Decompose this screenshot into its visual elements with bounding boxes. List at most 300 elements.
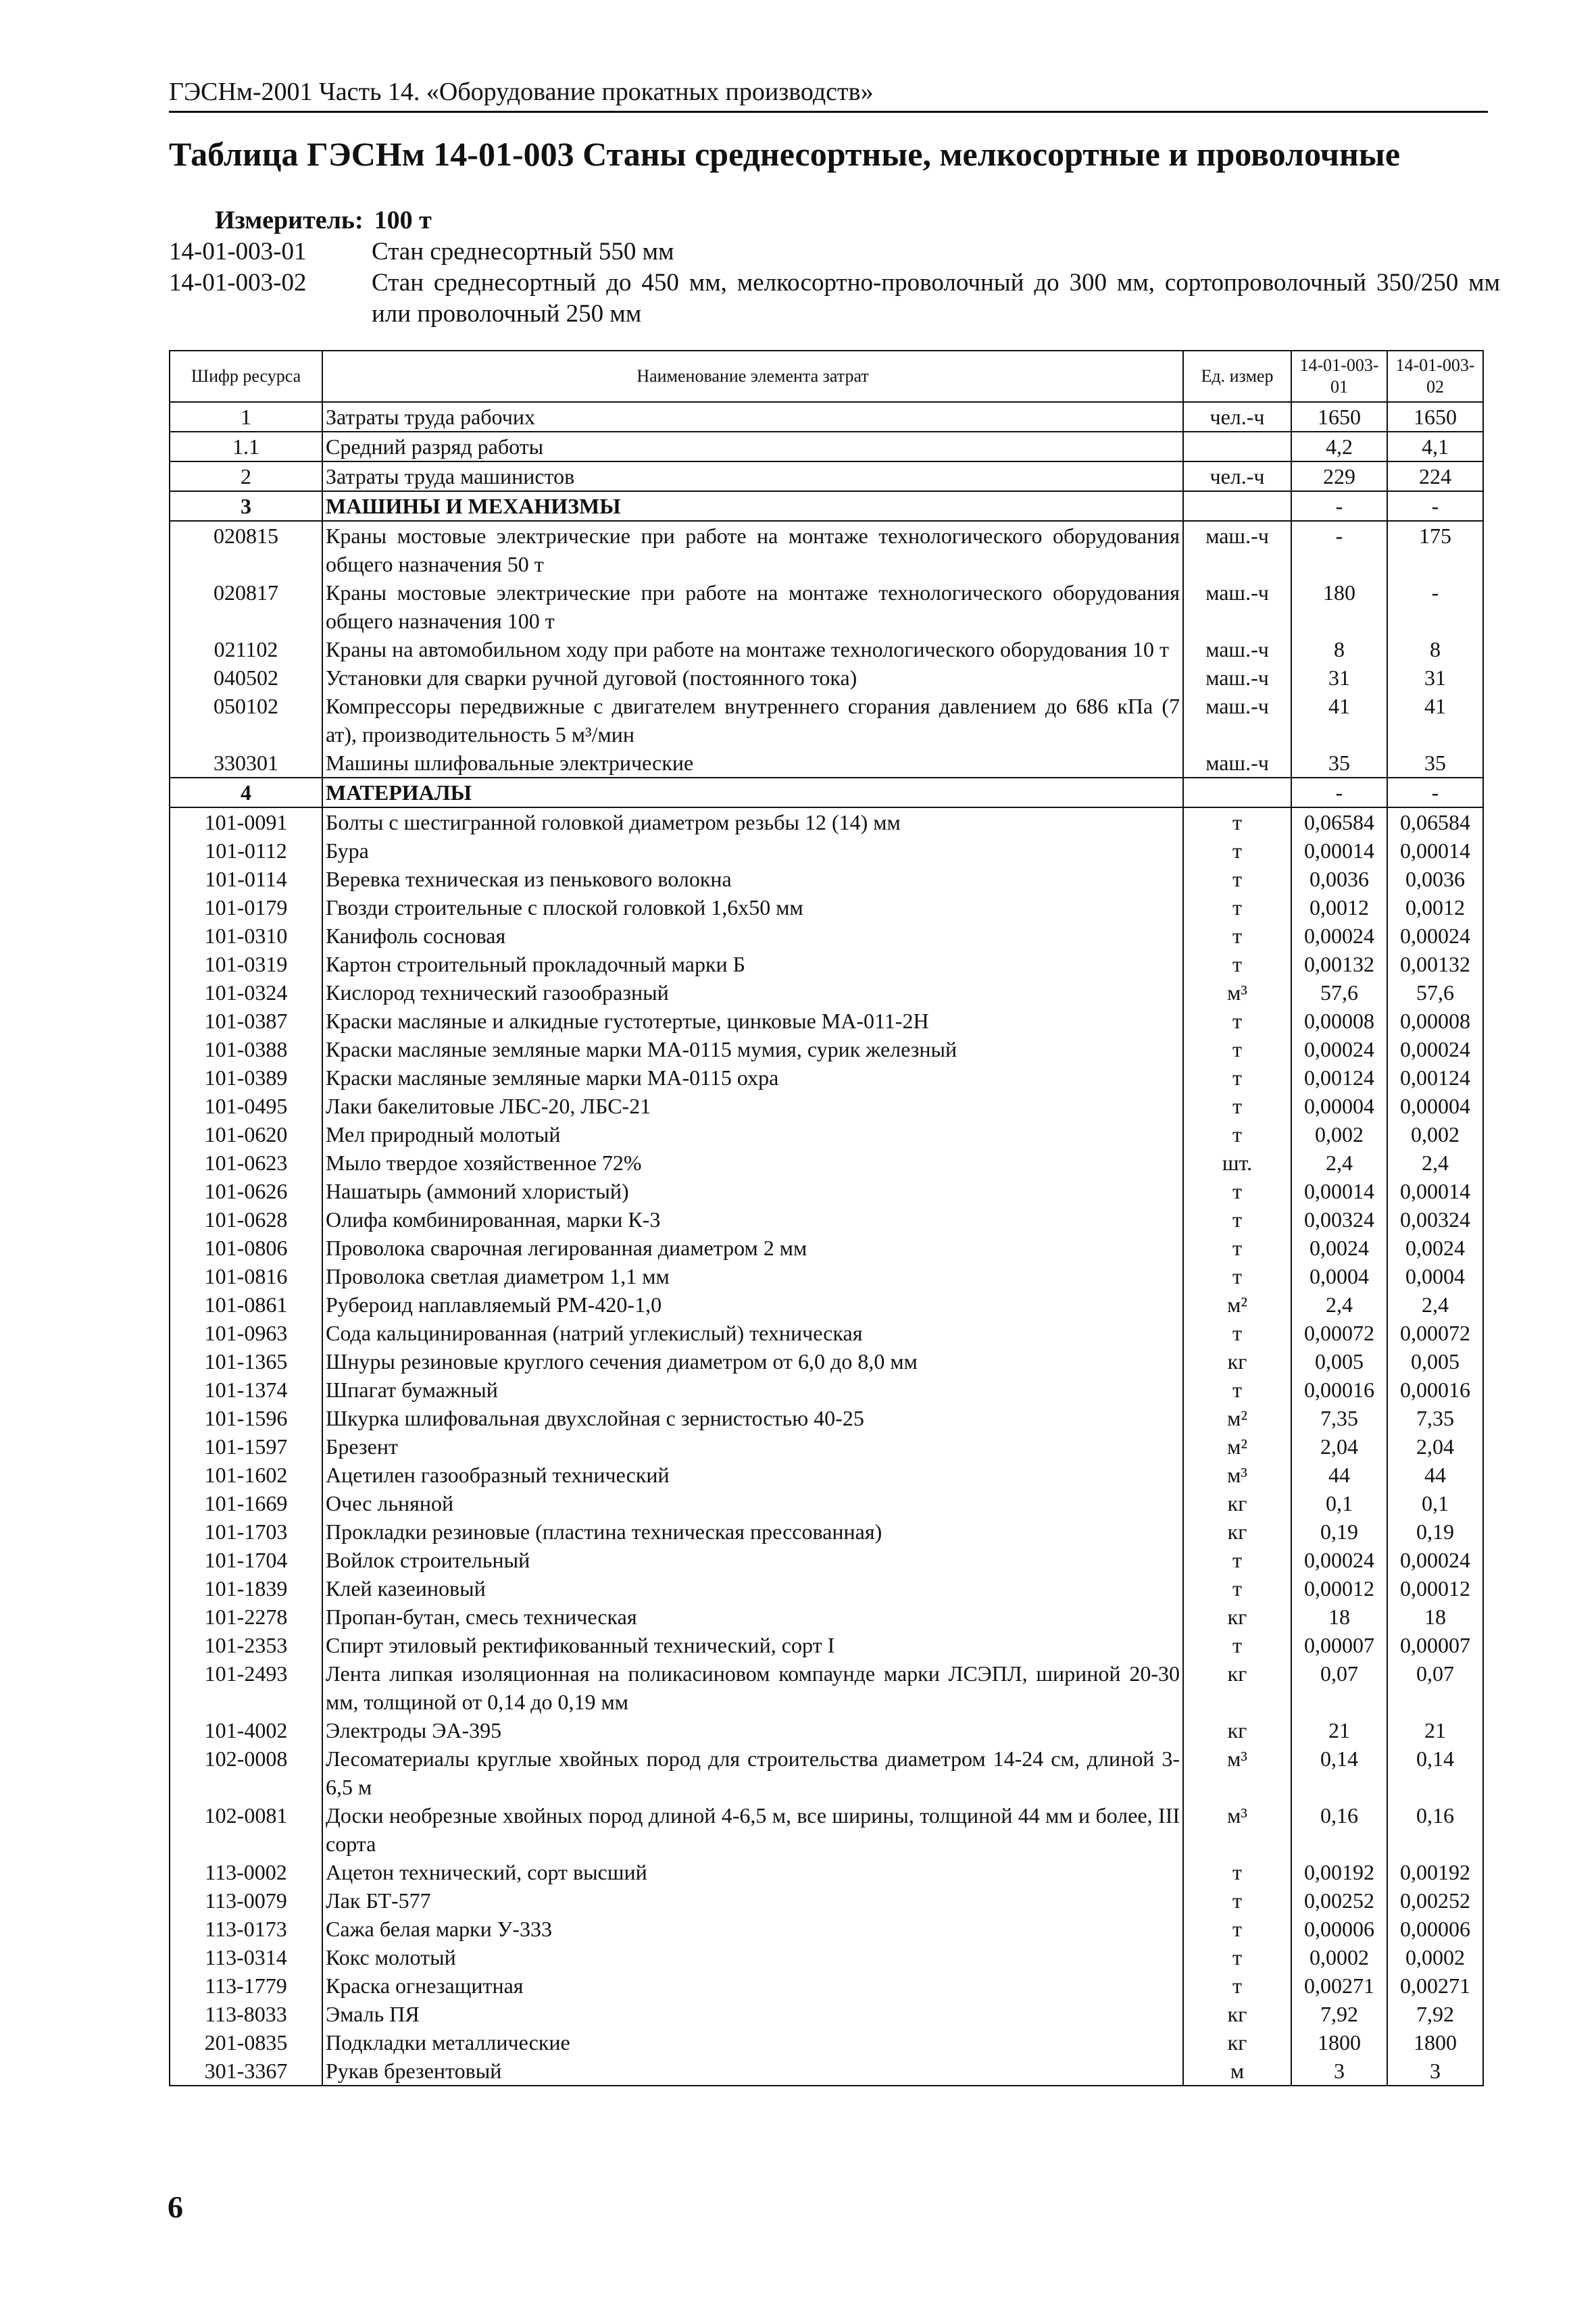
table-row [170,432,1483,461]
cell-unit: кг [1183,1603,1291,1631]
cell-value-01: 0,0024 [1291,1234,1387,1262]
cell-value-01: 7,35 [1291,1404,1387,1432]
cell-value-01: 1800 [1291,2028,1387,2057]
cell-unit: шт. [1183,1149,1291,1177]
cell-code: 113-1779 [170,1971,322,2000]
table-row [170,922,1483,950]
cell-value-01: 0,00014 [1291,836,1387,865]
cell-value-01: 0,00024 [1291,1546,1387,1574]
cell-value-02: 0,00014 [1387,836,1483,865]
table-row [170,2057,1483,2086]
cell-value-02: 0,00024 [1387,922,1483,950]
cell-value-02: 0,0012 [1387,893,1483,922]
cell-code: 301-3367 [170,2057,322,2086]
code-item-code: 14-01-003-02 [169,269,307,297]
cell-unit: кг [1183,1347,1291,1376]
running-header: ГЭСНм-2001 Часть 14. «Оборудование прокатных производств» [169,78,874,106]
cell-value-01: 0,00024 [1291,922,1387,950]
cell-code: 102-0081 [170,1801,322,1858]
cell-unit: т [1183,1063,1291,1092]
code-item-desc: Стан среднесортный 550 мм [372,238,674,266]
cell-unit: т [1183,893,1291,922]
table-row [170,1943,1483,1971]
cell-value-02: 0,00192 [1387,1858,1483,1886]
table-row [170,1489,1483,1517]
cell-code: 113-0002 [170,1858,322,1886]
cell-value-01: 0,06584 [1291,807,1387,836]
cell-value-01: 3 [1291,2057,1387,2086]
cell-name: Лак БТ-577 [322,1886,1183,1915]
cell-unit [1183,432,1291,461]
cell-name: Ацетон технический, сорт высший [322,1858,1183,1886]
cell-value-02: 0,00016 [1387,1376,1483,1404]
cell-value-02: 35 [1387,749,1483,778]
cell-name: Доски необрезные хвойных пород длиной 4-6,5 м, все ширины, толщиной 44 мм и более, III сорта [322,1801,1183,1858]
cell-code: 101-0388 [170,1035,322,1063]
column-header-v1: 14-01-003-01 [1291,351,1387,402]
cell-value-01: 0,0004 [1291,1262,1387,1290]
cell-unit: т [1183,1120,1291,1149]
cell-value-01: 0,00012 [1291,1574,1387,1603]
cell-unit: м³ [1183,1461,1291,1489]
cell-code: 101-1597 [170,1432,322,1461]
cell-code: 101-0626 [170,1177,322,1205]
cell-value-01: 0,0036 [1291,865,1387,893]
table-row [170,893,1483,922]
cell-code: 101-0963 [170,1319,322,1347]
table-row [170,1432,1483,1461]
cell-code: 020815 [170,521,322,578]
cell-value-02: 0,00132 [1387,950,1483,978]
table-row [170,1063,1483,1092]
table-row [170,2028,1483,2057]
cell-value-02: 0,06584 [1387,807,1483,836]
cell-code: 113-0079 [170,1886,322,1915]
table-row [170,521,1483,578]
cell-code: 101-4002 [170,1716,322,1744]
cell-name: Бура [322,836,1183,865]
table-row [170,1801,1483,1858]
cell-name: Очес льняной [322,1489,1183,1517]
cell-unit: т [1183,1234,1291,1262]
cell-value-01: 0,00007 [1291,1631,1387,1659]
cell-value-02: 0,00024 [1387,1035,1483,1063]
column-header-unit: Ед. измер [1183,351,1291,402]
cell-unit: т [1183,1007,1291,1035]
cell-value-02: 31 [1387,663,1483,692]
table-row [170,1290,1483,1319]
cell-unit: т [1183,1262,1291,1290]
cell-value-01: 0,16 [1291,1801,1387,1858]
cell-name: Болты с шестигранной головкой диаметром резьбы 12 (14) мм [322,807,1183,836]
cell-value-01: 35 [1291,749,1387,778]
cell-name: Шнуры резиновые круглого сечения диаметром от 6,0 до 8,0 мм [322,1347,1183,1376]
table-row [170,1262,1483,1290]
cell-value-02: 8 [1387,635,1483,663]
cell-code: 4 [170,778,322,807]
cell-unit: кг [1183,2000,1291,2028]
cell-code: 3 [170,491,322,521]
cell-value-01: 0,00004 [1291,1092,1387,1120]
cell-value-01: 0,00252 [1291,1886,1387,1915]
cell-code: 101-1704 [170,1546,322,1574]
cell-name: Краски масляные земляные марки МА-0115 охра [322,1063,1183,1092]
cell-value-02: 175 [1387,521,1483,578]
table-row [170,1716,1483,1744]
cell-unit: маш.-ч [1183,578,1291,635]
cell-value-02: 0,14 [1387,1744,1483,1801]
table-row [170,749,1483,778]
code-list [169,236,1514,330]
table-row [170,865,1483,893]
cell-code: 101-2353 [170,1631,322,1659]
table-body [170,402,1483,2086]
cell-value-01: - [1291,778,1387,807]
cell-unit: чел.-ч [1183,402,1291,432]
cell-name: Сода кальцинированная (натрий углекислый) техническая [322,1319,1183,1347]
cell-code: 101-0623 [170,1149,322,1177]
section-row [170,491,1483,521]
cell-name: Проволока светлая диаметром 1,1 мм [322,1262,1183,1290]
table-row [170,1347,1483,1376]
cell-unit: чел.-ч [1183,461,1291,491]
cell-value-01: 0,00008 [1291,1007,1387,1035]
cell-value-01: 57,6 [1291,978,1387,1007]
cell-name: Лесоматериалы круглые хвойных пород для строительства диаметром 14-24 см, длиной 3-6,5 м [322,1744,1183,1801]
cell-name: Эмаль ПЯ [322,2000,1183,2028]
table-row [170,1517,1483,1546]
cell-name: Краска огнезащитная [322,1971,1183,2000]
cell-unit: м² [1183,1404,1291,1432]
meter-value: 100 т [374,206,432,234]
cell-value-02: 4,1 [1387,432,1483,461]
cell-unit: т [1183,836,1291,865]
cell-unit: т [1183,1177,1291,1205]
meter-label: Измеритель: [215,206,364,234]
table-row [170,836,1483,865]
column-header-code: Шифр ресурса [170,351,322,402]
cell-value-02: 0,19 [1387,1517,1483,1546]
cell-unit: м [1183,2057,1291,2086]
cell-name: Сажа белая марки У-333 [322,1915,1183,1943]
cell-name: Лента липкая изоляционная на поликасиновом компаунде марки ЛСЭПЛ, шириной 20-30 мм, толщиной от 0,14 до 0,19 мм [322,1659,1183,1716]
cell-unit: м² [1183,1432,1291,1461]
cell-value-01: 0,00124 [1291,1063,1387,1092]
code-item-code: 14-01-003-01 [169,238,307,266]
cell-value-02: 7,92 [1387,2000,1483,2028]
section-row [170,778,1483,807]
cell-name: Рубероид наплавляемый РМ-420-1,0 [322,1290,1183,1319]
cell-name: Брезент [322,1432,1183,1461]
cell-name: Канифоль сосновая [322,922,1183,950]
cell-value-01: - [1291,491,1387,521]
cell-value-01: 0,0012 [1291,893,1387,922]
cell-code: 101-0324 [170,978,322,1007]
cell-name: Установки для сварки ручной дуговой (постоянного тока) [322,663,1183,692]
cell-name: Рукав брезентовый [322,2057,1183,2086]
cell-name: МАШИНЫ И МЕХАНИЗМЫ [322,491,1183,521]
cell-code: 101-2493 [170,1659,322,1716]
cell-value-01: 0,00016 [1291,1376,1387,1404]
table-row [170,1659,1483,1716]
cell-value-02: 0,005 [1387,1347,1483,1376]
cell-name: Мыло твердое хозяйственное 72% [322,1149,1183,1177]
cell-code: 101-0495 [170,1092,322,1120]
cell-name: Нашатырь (аммоний хлористый) [322,1177,1183,1205]
cell-unit: маш.-ч [1183,663,1291,692]
cell-name: Гвозди строительные с плоской головкой 1,6х50 мм [322,893,1183,922]
cell-value-02: 0,0004 [1387,1262,1483,1290]
cell-value-02: 41 [1387,692,1483,749]
table-row [170,1319,1483,1347]
cell-code: 101-0112 [170,836,322,865]
cell-code: 2 [170,461,322,491]
table-title: Таблица ГЭСНм 14-01-003 Станы среднесортные, мелкосортные и проволочные [169,135,1401,173]
cell-unit: т [1183,1886,1291,1915]
cell-value-01: 31 [1291,663,1387,692]
cell-name: Прокладки резиновые (пластина техническая прессованная) [322,1517,1183,1546]
cell-value-01: 0,00324 [1291,1205,1387,1234]
cell-value-02: 57,6 [1387,978,1483,1007]
cell-code: 1.1 [170,432,322,461]
cell-value-02: - [1387,491,1483,521]
cell-name: Краны на автомобильном ходу при работе на монтаже технологического оборудования 10 т [322,635,1183,663]
table-row [170,2000,1483,2028]
cell-value-01: 7,92 [1291,2000,1387,2028]
cell-code: 101-0628 [170,1205,322,1234]
cell-code: 113-0314 [170,1943,322,1971]
table-row [170,1035,1483,1063]
cell-value-02: 0,1 [1387,1489,1483,1517]
cell-code: 101-0389 [170,1063,322,1092]
column-header-v2: 14-01-003-02 [1387,351,1483,402]
cell-unit: м³ [1183,1744,1291,1801]
cell-name: Клей казеиновый [322,1574,1183,1603]
cell-value-02: 0,00006 [1387,1915,1483,1943]
page-number: 6 [168,2190,183,2224]
cell-value-02: 0,0024 [1387,1234,1483,1262]
cell-unit: кг [1183,1716,1291,1744]
cell-value-02: 21 [1387,1716,1483,1744]
table-row [170,1376,1483,1404]
cell-name: Затраты труда машинистов [322,461,1183,491]
cell-value-01: - [1291,521,1387,578]
cell-name: Картон строительный прокладочный марки Б [322,950,1183,978]
table-row [170,1177,1483,1205]
table-row [170,578,1483,635]
cell-value-01: 0,07 [1291,1659,1387,1716]
cell-value-01: 2,4 [1291,1290,1387,1319]
cell-unit [1183,491,1291,521]
cell-value-02: 0,00324 [1387,1205,1483,1234]
cell-value-01: 229 [1291,461,1387,491]
header-divider [169,111,1488,113]
table-row [170,635,1483,663]
cell-unit: т [1183,1915,1291,1943]
cell-unit: т [1183,1035,1291,1063]
table-row [170,1149,1483,1177]
table-row [170,1007,1483,1035]
cell-unit: т [1183,1858,1291,1886]
cell-unit: т [1183,1943,1291,1971]
table-row [170,1092,1483,1120]
cell-code: 113-0173 [170,1915,322,1943]
code-item [169,236,1514,268]
cell-unit: м² [1183,1290,1291,1319]
cell-unit: кг [1183,2028,1291,2057]
cell-unit: т [1183,1319,1291,1347]
code-item [169,268,1514,330]
table-row [170,978,1483,1007]
cell-value-01: 0,00072 [1291,1319,1387,1347]
cell-name: Компрессоры передвижные с двигателем внутреннего сгорания давлением до 686 кПа (7 ат), производительность 5 м³/мин [322,692,1183,749]
cell-unit: т [1183,1574,1291,1603]
cell-name: Средний разряд работы [322,432,1183,461]
cell-code: 113-8033 [170,2000,322,2028]
cell-name: Подкладки металлические [322,2028,1183,2057]
cell-name: Машины шлифовальные электрические [322,749,1183,778]
cell-value-02: - [1387,578,1483,635]
cell-unit: кг [1183,1489,1291,1517]
cell-name: Краски масляные и алкидные густотертые, цинковые МА-011-2Н [322,1007,1183,1035]
cell-code: 050102 [170,692,322,749]
cell-value-01: 21 [1291,1716,1387,1744]
cell-value-02: 0,00007 [1387,1631,1483,1659]
cell-code: 101-0620 [170,1120,322,1149]
cell-unit: маш.-ч [1183,692,1291,749]
cell-code: 101-0114 [170,865,322,893]
table-row [170,1603,1483,1631]
cell-value-02: 3 [1387,2057,1483,2086]
cell-unit: м³ [1183,978,1291,1007]
cell-unit: кг [1183,1659,1291,1716]
cell-name: Краны мостовые электрические при работе на монтаже технологического оборудования общего назначения 50 т [322,521,1183,578]
cell-unit: т [1183,1205,1291,1234]
cell-value-02: 0,00014 [1387,1177,1483,1205]
table-row [170,1858,1483,1886]
table-row [170,1404,1483,1432]
table-row [170,1234,1483,1262]
cell-value-02: 0,00012 [1387,1574,1483,1603]
cell-name: Проволока сварочная легированная диаметром 2 мм [322,1234,1183,1262]
table-row [170,1546,1483,1574]
cell-value-01: 4,2 [1291,432,1387,461]
table-row [170,950,1483,978]
table-row [170,1120,1483,1149]
table-row [170,1971,1483,2000]
cell-unit: т [1183,1546,1291,1574]
cell-code: 101-1374 [170,1376,322,1404]
cell-value-02: 18 [1387,1603,1483,1631]
resource-table [169,350,1484,2086]
table-row [170,461,1483,491]
cell-code: 101-0091 [170,807,322,836]
cell-name: Кислород технический газообразный [322,978,1183,1007]
cell-value-01: 0,00014 [1291,1177,1387,1205]
table-row [170,1205,1483,1234]
cell-value-01: 0,00271 [1291,1971,1387,2000]
cell-name: Затраты труда рабочих [322,402,1183,432]
cell-value-02: 44 [1387,1461,1483,1489]
cell-value-01: 1650 [1291,402,1387,432]
cell-code: 101-1703 [170,1517,322,1546]
cell-unit: маш.-ч [1183,635,1291,663]
cell-value-02: 0,0036 [1387,865,1483,893]
cell-code: 020817 [170,578,322,635]
cell-value-01: 2,4 [1291,1149,1387,1177]
cell-unit: маш.-ч [1183,749,1291,778]
cell-name: Пропан-бутан, смесь техническая [322,1603,1183,1631]
cell-name: Краски масляные земляные марки МА-0115 мумия, сурик железный [322,1035,1183,1063]
cell-value-01: 0,00024 [1291,1035,1387,1063]
cell-unit: кг [1183,1517,1291,1546]
cell-value-02: 1800 [1387,2028,1483,2057]
table-row [170,807,1483,836]
cell-value-02: 0,00252 [1387,1886,1483,1915]
cell-code: 101-2278 [170,1603,322,1631]
cell-value-02: 0,16 [1387,1801,1483,1858]
cell-name: Краны мостовые электрические при работе на монтаже технологического оборудования общего назначения 100 т [322,578,1183,635]
cell-value-02: 2,4 [1387,1149,1483,1177]
cell-code: 101-0806 [170,1234,322,1262]
cell-value-02: 0,00271 [1387,1971,1483,2000]
cell-unit: т [1183,1376,1291,1404]
cell-value-01: 44 [1291,1461,1387,1489]
table-row [170,692,1483,749]
cell-name: Ацетилен газообразный технический [322,1461,1183,1489]
table-row [170,663,1483,692]
cell-unit: т [1183,865,1291,893]
cell-value-02: 0,002 [1387,1120,1483,1149]
cell-unit: т [1183,922,1291,950]
table-row [170,402,1483,432]
cell-value-01: 41 [1291,692,1387,749]
cell-name: Олифа комбинированная, марки К-3 [322,1205,1183,1234]
cell-value-01: 8 [1291,635,1387,663]
cell-name: Мел природный молотый [322,1120,1183,1149]
cell-value-01: 0,1 [1291,1489,1387,1517]
cell-code: 101-1365 [170,1347,322,1376]
cell-value-01: 0,19 [1291,1517,1387,1546]
cell-value-01: 0,002 [1291,1120,1387,1149]
table-row [170,1744,1483,1801]
cell-code: 101-0861 [170,1290,322,1319]
cell-value-01: 0,00132 [1291,950,1387,978]
cell-value-02: - [1387,778,1483,807]
cell-code: 101-0387 [170,1007,322,1035]
cell-value-02: 0,00024 [1387,1546,1483,1574]
cell-unit [1183,778,1291,807]
cell-value-02: 2,4 [1387,1290,1483,1319]
cell-unit: м³ [1183,1801,1291,1858]
cell-code: 201-0835 [170,2028,322,2057]
cell-name: Войлок строительный [322,1546,1183,1574]
cell-code: 101-0816 [170,1262,322,1290]
cell-unit: т [1183,1092,1291,1120]
cell-name: Лаки бакелитовые ЛБС-20, ЛБС-21 [322,1092,1183,1120]
cell-code: 102-0008 [170,1744,322,1801]
cell-unit: т [1183,807,1291,836]
cell-value-02: 0,00124 [1387,1063,1483,1092]
cell-unit: т [1183,1631,1291,1659]
cell-value-02: 2,04 [1387,1432,1483,1461]
column-header-name: Наименование элемента затрат [322,351,1183,402]
cell-name: Шпагат бумажный [322,1376,1183,1404]
cell-value-02: 0,07 [1387,1659,1483,1716]
cell-code: 040502 [170,663,322,692]
cell-name: Электроды ЭА-395 [322,1716,1183,1744]
cell-name: Шкурка шлифовальная двухслойная с зернистостью 40-25 [322,1404,1183,1432]
